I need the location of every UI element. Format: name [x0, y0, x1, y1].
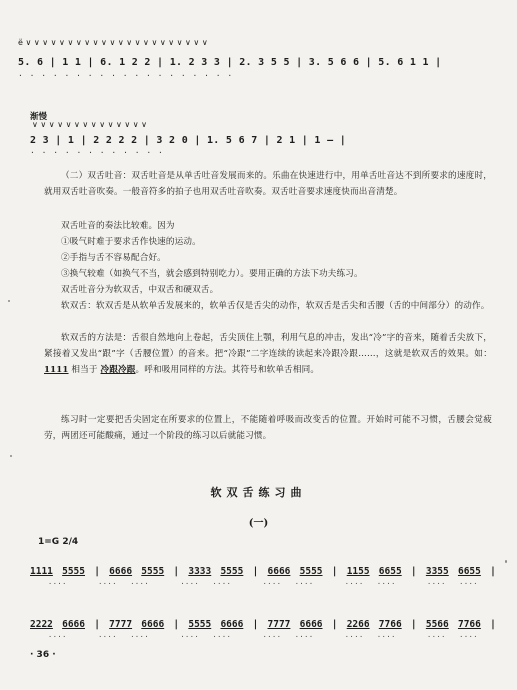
bar-line: |	[94, 566, 100, 577]
list-item-1: ①吸气时难于要求舌作快速的运动。	[61, 237, 201, 247]
bar-line: |	[173, 566, 180, 577]
paragraph-difficulty: 双舌吐音的奏法比较难。因为	[61, 221, 175, 231]
note-group: 5555	[141, 566, 165, 577]
exercise-title: 软双舌练习曲	[210, 486, 307, 499]
method-text: 软双舌的方法是：舌很自然地向上卷起，舌尖顶住上顎，利用气息的冲击，发出“冷”字的音来，随着舌尖放下，紧接着又发出“跟”字（舌腰位置）的音来。把“冷跟”二字连续的读起来冷跟冷跟……，这就是软双舌的效果。如：	[44, 333, 492, 360]
bar-line: |	[331, 619, 338, 630]
note-group: 6666	[220, 619, 244, 630]
list-item-3: ③换气较难（如换气不当，就会感到特别吃力）。要用正确的方法下功夫练习。	[61, 269, 363, 279]
note-group: 5555	[188, 619, 212, 630]
note-group: 2222	[30, 619, 53, 630]
note-group: 5555	[220, 566, 244, 577]
note-group: 5555	[62, 566, 85, 577]
bar-line: |	[490, 566, 496, 577]
articulation-marks-2: ∨ ∨ ∨ ∨ ∨ ∨ ∨ ∨ ∨ ∨ ∨ ∨ ∨ ∨	[32, 120, 148, 129]
bar-line: |	[410, 566, 417, 577]
note-group: 5566	[425, 619, 449, 630]
note-group: 6655	[457, 566, 481, 577]
tempo-mark: 渐慢	[30, 112, 48, 122]
bar-line: |	[252, 566, 259, 577]
exercise-row-2	[30, 619, 496, 630]
bar-line: |	[252, 619, 259, 630]
note-group: 7777	[109, 619, 133, 630]
bar-line: |	[410, 619, 417, 630]
method-equals: 相当于	[68, 365, 101, 376]
exercise-row-2-underdots: ···· ···· ···· ···· ···· ···· ···· ···· ···· ···· ····	[47, 633, 479, 641]
note-group: 6666	[109, 566, 133, 577]
bar-line: |	[490, 619, 496, 630]
scan-speck	[8, 300, 10, 302]
note-group: 6666	[62, 619, 85, 630]
list-item-2: ②手指与舌不容易配合好。	[61, 253, 166, 263]
exercise-row-1-underdots: ···· ···· ···· ···· ···· ···· ···· ···· ···· ···· ····	[47, 580, 479, 588]
exercise-row-1	[30, 566, 496, 577]
paragraph-double-tongue-intro: （二）双舌吐音：双舌吐音是从单舌吐音发展而来的。乐曲在快速进行中，用单舌吐音达不到所要求的速度时，就用双舌吐音吹奏。一般音符多的拍子也用双舌吐音吹奏。双舌吐音要求速度快而出音清楚。	[44, 171, 492, 198]
notation-line-1: 5. 6 | 1 1 | 6. 1 2 2 | 1. 2 3 3 | 2. 3 5 5 | 3. 5 6 6 | 5. 6 1 1 |	[18, 57, 442, 68]
note-group: 7777	[267, 619, 291, 630]
bar-line: |	[331, 566, 338, 577]
scan-speck	[10, 455, 12, 457]
score-line-1	[18, 38, 510, 78]
page-number: · 36 ·	[30, 650, 56, 660]
sound-example: 冷跟冷跟	[100, 365, 136, 376]
score-line-2	[18, 120, 510, 155]
note-group: 6666	[141, 619, 165, 630]
method-end: 。呼和吸用同样的方法。其符号和软单舌相同。	[135, 365, 320, 376]
note-group: 7766	[457, 619, 481, 630]
note-group: 2266	[346, 619, 370, 630]
paragraph-types: 双舌吐音分为软双舌，中双舌和硬双舌。	[61, 285, 219, 295]
bar-line: |	[94, 619, 100, 630]
note-group: 3333	[188, 566, 212, 577]
note-group: 6666	[299, 619, 323, 630]
notation-line-2: 2 3 | 1 | 2 2 2 2 | 3 2 0 | 1. 5 6 7 | 2 1 | 1 — |	[30, 135, 347, 146]
octave-dots-2: . . . . . . . . . . . .	[30, 146, 164, 155]
notation-example: 1111	[44, 365, 69, 376]
note-group: 1111	[30, 566, 53, 577]
paragraph-method	[44, 330, 492, 379]
note-group: 5555	[299, 566, 323, 577]
paragraph-soft-double: 软双舌：软双舌是从软单舌发展来的，软单舌仅是舌尖的动作，软双舌是舌尖和舌腰（舌的中间部分）的动作。	[61, 301, 490, 311]
note-group: 6666	[267, 566, 291, 577]
note-group: 6655	[378, 566, 402, 577]
paragraph-practice: 练习时一定要把舌尖固定在所要求的位置上，不能随着呼吸而改变舌的位置。开始时可能不习惯，舌腰会觉疲劳，两团还可能酸痛，通过一个阶段的练习以后就能习惯。	[44, 415, 492, 442]
octave-dots-1: . . . . . . . . . . . . . . . . . . .	[18, 69, 234, 78]
note-group: 3355	[425, 566, 449, 577]
note-group: 7766	[378, 619, 402, 630]
articulation-marks-1: ё ∨ ∨ ∨ ∨ ∨ ∨ ∨ ∨ ∨ ∨ ∨ ∨ ∨ ∨ ∨ ∨ ∨ ∨ ∨ ∨ ∨ ∨	[18, 38, 208, 47]
scan-speck	[505, 560, 507, 563]
key-signature: 1=G 2/4	[38, 537, 79, 547]
exercise-number: (一)	[248, 518, 269, 529]
note-group: 1155	[346, 566, 370, 577]
bar-line: |	[173, 619, 180, 630]
